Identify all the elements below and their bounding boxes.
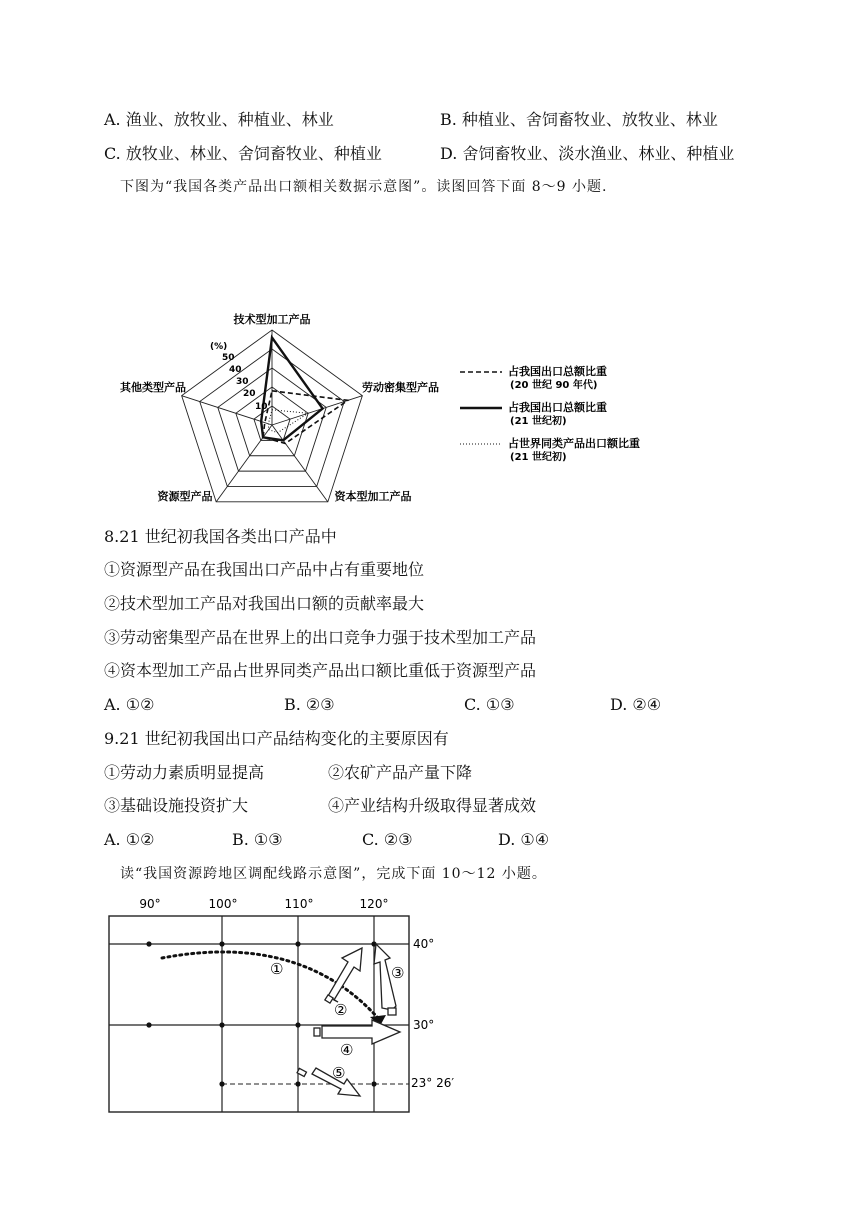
lon-label-110: 110° [284,897,314,911]
legend-sub-2: (21 世纪初) [510,416,567,427]
route-label-4: ④ [340,1041,354,1059]
axis-label-resource: 资源型产品 [157,490,213,503]
intro-8-9: 下图为“我国各类产品出口额相关数据示意图”。读图回答下面 8～9 小题. [120,179,608,195]
legend [460,364,640,463]
route-label-2: ② [334,1001,348,1019]
legend-sub-3: (21 世纪初) [510,452,567,463]
route-4-arrow [314,1020,400,1044]
radar-series-dashed [263,391,348,444]
q7-option-a: A. 渔业、放牧业、种植业、林业 [104,110,334,129]
q8-stem: 8.21 世纪初我国各类出口产品中 [104,527,337,546]
q8-option-c: C. ①③ [464,695,515,714]
q9-option-d: D. ①④ [498,830,550,849]
q9-option-b: B. ①③ [232,830,283,849]
q7-option-b: B. 种植业、舍饲畜牧业、放牧业、林业 [440,110,718,129]
tick-50: 50 [222,353,235,363]
lon-label-120: 120° [359,897,389,911]
lat-label-tropic: 23° 26′ [411,1076,455,1090]
q9-stem: 9.21 世纪初我国出口产品结构变化的主要原因有 [104,729,449,748]
axis-label-capital: 资本型加工产品 [334,490,412,503]
legend-label-3: 占世界同类产品出口额比重 [508,437,640,450]
tick-30: 30 [236,377,249,387]
q8-option-b: B. ②③ [284,695,335,714]
map-frame [109,916,409,1112]
q9-option-c: C. ②③ [362,830,413,849]
tick-20: 20 [243,389,256,399]
axis-label-tech: 技术型加工产品 [233,313,311,326]
route-2-arrow [325,948,362,1003]
lat-label-40: 40° [413,937,435,951]
q8-item-2: ②技术型加工产品对我国出口额的贡献率最大 [104,594,425,613]
q9-item-4: ④产业结构升级取得显著成效 [328,796,537,815]
route-label-1: ① [270,960,284,978]
radar-grid [182,330,363,502]
q9-option-a: A. ①② [104,830,155,849]
lon-label-90: 90° [139,897,161,911]
tick-10: 10 [255,402,268,412]
q8-item-3: ③劳动密集型产品在世界上的出口竞争力强于技术型加工产品 [104,628,537,647]
unit-label: (%) [210,342,228,352]
route-5-arrow [297,1068,360,1096]
radar-chart [100,305,680,510]
axis-label-labor: 劳动密集型产品 [362,381,439,394]
q8-option-d: D. ②④ [610,695,662,714]
lon-label-100: 100° [208,897,238,911]
route-label-5: ⑤ [332,1064,346,1082]
legend-label-2: 占我国出口总额比重 [508,401,607,414]
q8-item-1: ①资源型产品在我国出口产品中占有重要地位 [104,560,425,579]
q8-option-a: A. ①② [104,695,155,714]
radar-labels [120,312,439,503]
radar-series-solid [261,338,322,441]
route-label-3: ③ [391,964,405,982]
intro-10-12: 读“我国资源跨地区调配线路示意图”，完成下面 10～12 小题。 [120,866,547,882]
radar-series-dotted [268,410,308,433]
q7-option-d: D. 舍饲畜牧业、淡水渔业、林业、种植业 [440,144,735,163]
q9-item-2: ②农矿产品产量下降 [328,763,473,782]
radar-spoke-2 [272,425,328,502]
legend-sub-1: (20 世纪 90 年代) [510,380,598,391]
q9-item-1: ①劳动力素质明显提高 [104,763,265,782]
q7-option-c: C. 放牧业、林业、舍饲畜牧业、种植业 [104,144,382,163]
resource-routes-map [100,892,460,1117]
axis-label-other: 其他类型产品 [120,381,186,394]
legend-label-1: 占我国出口总额比重 [508,365,607,378]
lat-label-30: 30° [413,1018,435,1032]
q9-item-3: ③基础设施投资扩大 [104,796,249,815]
q8-item-4: ④资本型加工产品占世界同类产品出口额比重低于资源型产品 [104,661,537,680]
tick-40: 40 [229,365,242,375]
